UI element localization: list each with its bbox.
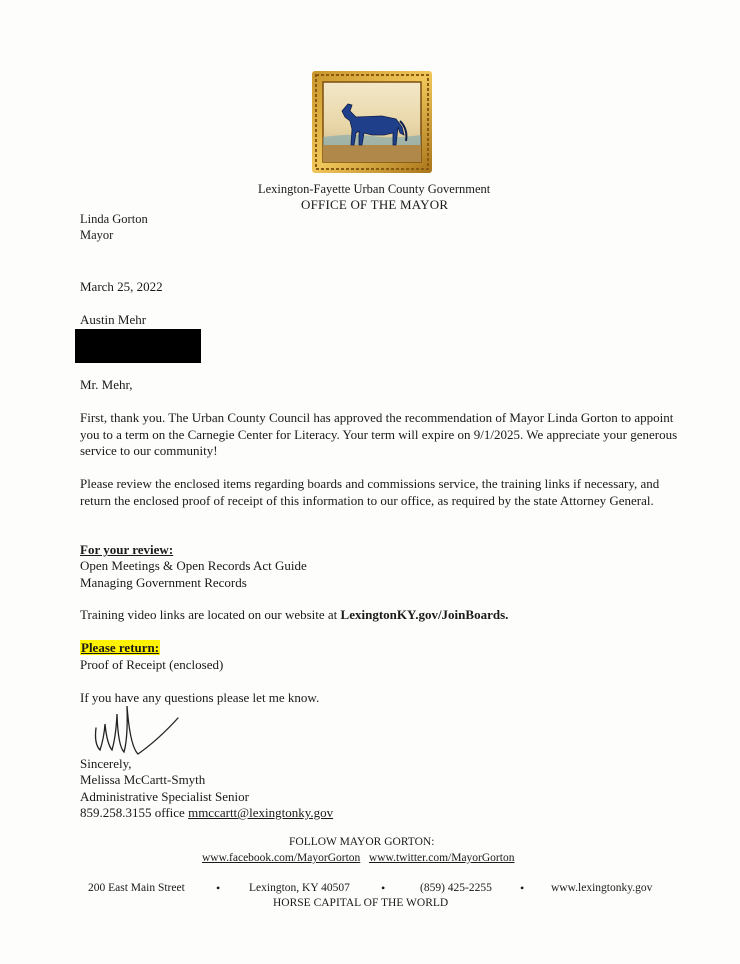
signature-icon — [88, 700, 188, 760]
signer-email-link[interactable]: mmccartt@lexingtonky.gov — [188, 805, 334, 820]
footer-address: 200 East Main Street — [88, 882, 185, 894]
return-item: Proof of Receipt (enclosed) — [80, 657, 224, 672]
separator-dot: • — [216, 881, 221, 895]
review-heading: For your review: — [80, 542, 174, 557]
join-boards-link[interactable]: LexingtonKY.gov/JoinBoards. — [340, 607, 509, 622]
follow-heading: FOLLOW MAYOR GORTON: — [289, 836, 435, 848]
review-item: Open Meetings & Open Records Act Guide — [80, 558, 307, 573]
footer-website[interactable]: www.lexingtonky.gov — [551, 882, 653, 894]
salutation: Mr. Mehr, — [80, 377, 133, 392]
social-links — [202, 852, 514, 864]
horse-painting-seal-icon — [312, 71, 432, 173]
signer-name: Melissa McCartt-Smyth — [80, 772, 206, 787]
return-heading — [80, 640, 160, 656]
redacted-address — [75, 329, 201, 363]
separator-dot: • — [520, 881, 525, 895]
training-line — [80, 607, 508, 623]
government-name: Lexington-Fayette Urban County Government — [258, 182, 491, 196]
office-title: OFFICE OF THE MAYOR — [301, 197, 449, 212]
sender-title: Mayor — [80, 228, 114, 242]
sender-name: Linda Gorton — [80, 212, 148, 226]
twitter-link[interactable]: www.twitter.com/MayorGorton — [368, 852, 515, 864]
review-item: Managing Government Records — [80, 575, 247, 590]
separator-dot: • — [381, 881, 386, 895]
questions-line: If you have any questions please let me know. — [80, 690, 320, 705]
valediction: Sincerely, — [80, 756, 132, 771]
footer-tagline: HORSE CAPITAL OF THE WORLD — [273, 897, 449, 909]
recipient-name: Austin Mehr — [80, 312, 147, 327]
signer-contact — [80, 805, 333, 821]
paragraph-review-instructions: Please review the enclosed items regarding boards and commissions service, the training links if necessary, and return the enclosed proof of receipt of this information to our office, as required by the state Attorney General. — [80, 476, 660, 508]
facebook-link[interactable]: www.facebook.com/MayorGorton — [202, 852, 361, 864]
training-text: Training video links are located on our website at — [80, 607, 341, 622]
signer-title: Administrative Specialist Senior — [80, 789, 249, 804]
paragraph-appointment: First, thank you. The Urban County Council has approved the recommendation of Mayor Linda Gorton to appoint you to a term on the Carnegie Center for Literacy. Your term will expire on 9/1/2025. We appreciate your generous service to our community! — [80, 410, 678, 458]
footer-phone: (859) 425-2255 — [420, 882, 492, 894]
letter-date: March 25, 2022 — [80, 279, 163, 294]
return-heading-text: Please return: — [81, 640, 160, 655]
footer-city: Lexington, KY 40507 — [249, 882, 350, 894]
signer-phone: 859.258.3155 office — [80, 805, 185, 820]
